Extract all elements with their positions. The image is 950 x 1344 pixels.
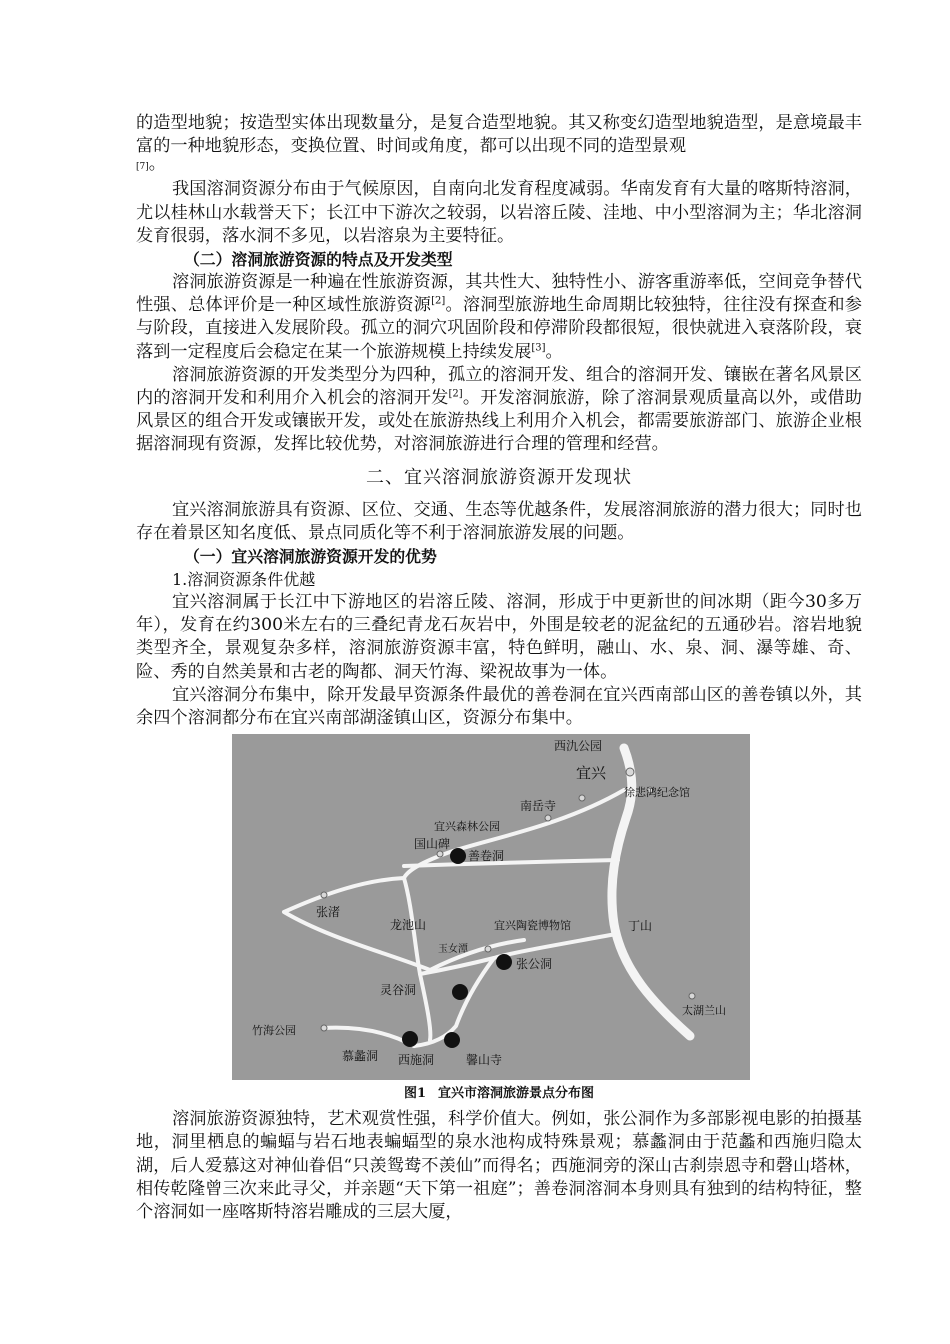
paragraph-1: 的造型地貌；按造型实体出现数量分，是复合造型地貌。其又称变幻造型地貌造型，是意境最丰富的一种地貌形态，变换位置、时间或角度，都可以出现不同的造型景观 [136,113,862,157]
yunvtan-point [485,946,491,952]
paragraph-7: 宜兴溶洞分布集中，除开发最早资源条件最优的善卷洞在宜兴西南部山区的善卷镇以外，其余四个溶洞都分布在宜兴南部湖滏镇山区，资源分布集中。 [136,684,862,729]
section-heading: 二、宜兴溶洞旅游资源开发现状 [366,466,632,488]
paragraph-8: 溶洞旅游资源独特，艺术观赏性强，科学价值大。例如，张公洞作为多部影视电影的拍摄基地，洞里栖息的蝙蝠与岩石地表蝙蝠型的泉水池构成特殊景观；慕蠡洞由于范蠡和西施归隐太湖，后人爱慕这对神仙眷侣“只羡鸳鸯不羡仙”而得名；西施洞旁的深山古刹崇恩寺和磬山塔林，相传乾隆曾三次来此寻父，并亲题“天下第一祖庭”；善卷洞溶洞本身则具有独到的结构特征，整个溶洞如一座喀斯特溶岩雕成的三层大厦， [136,1109,862,1223]
forest-park-point [545,815,551,821]
paragraph-6: 宜兴溶洞属于长江中下游地区的岩溶丘陵、溶洞，形成于中更新世的间冰期（距今30多万年），发育在约300米左右的三叠纪青龙石灰岩中，外围是较老的泥盆纪的五通砂岩。溶岩地貌类型齐全，景观复杂多样，溶洞旅游资源丰富，特色鲜明，融山、水、泉、洞、瀑等雄、奇、险、秀的自然美景和古老的陶都、洞天竹海、梁祝故事为一体。 [136,592,862,682]
paragraph-4: 溶洞旅游资源的开发类型分为四种，孤立的溶洞开发、组合的溶洞开发、镶嵌在著名风景区内的溶洞开发和利用介入机会的溶洞开发[2]。开发溶洞旅游，除了溶洞景观质量高以外，或借助风景区的组合开发或镶嵌开发，或处在旅游热线上利用介入机会，都需要旅游部门、旅游企业根据溶洞现有资源，发挥比较优势，对溶洞旅游进行合理的管理和经营。 [136,364,862,455]
label-yunvtan: 玉女潭 [438,944,468,956]
label-forest: 宜兴森林公园 [434,820,500,834]
label-shanjuan: 善卷洞 [468,849,505,864]
subheading-resource-conditions: 1.溶洞资源条件优越 [172,570,316,590]
paragraph-2: 我国溶洞资源分布由于气候原因，自南向北发育程度减弱。华南发育有大量的喀斯特溶洞，尤以桂林山水载誉天下；长江中下游次之较弱，以岩溶丘陵、洼地、中小型溶洞为主；华北溶洞发育很弱，落水洞不多见，以岩溶泉为主要特征。 [136,179,862,246]
label-yixing: 宜兴 [576,764,607,783]
zhangzhu-point [321,892,327,898]
label-zhuhai: 竹海公园 [252,1024,296,1038]
label-muli: 慕蠡洞 [342,1049,379,1064]
yixing-point [626,768,634,776]
label-xubeihong: 徐悲鸿纪念馆 [624,786,690,800]
guoshan-point [437,851,443,857]
label-dingshan: 丁山 [628,919,653,934]
label-longchi: 龙池山 [390,918,427,933]
label-xishi: 西施洞 [398,1053,435,1068]
label-guoshan: 国山碑 [414,837,451,852]
nanyue-point [579,795,585,801]
shanjuan-cave-marker [450,848,466,864]
label-taihu: 太湖兰山 [682,1004,726,1018]
citation-ref: [2] [448,388,463,400]
muli-cave-marker [402,1031,418,1047]
label-nanyue: 南岳寺 [520,799,557,814]
label-zhanggong: 张公洞 [516,957,553,972]
paragraph-5: 宜兴溶洞旅游具有资源、区位、交通、生态等优越条件，发展溶洞旅游的潜力很大；同时也存在着景区知名度低、景点同质化等不利于溶洞旅游发展的问题。 [136,499,862,543]
citation-ref: [2] [431,295,446,307]
label-linggu: 灵谷洞 [380,983,417,998]
label-museum: 宜兴陶瓷博物馆 [494,919,571,933]
subheading-advantages: （一）宜兴溶洞旅游资源开发的优势 [184,547,437,567]
map-figure [232,734,750,1080]
figure-caption: 图1 宜兴市溶洞旅游景点分布图 [403,1086,595,1102]
zhuhai-point [321,1025,327,1031]
linggu-cave-marker [452,984,468,1000]
citation-ref: [3] [531,341,546,353]
subheading-characteristics: （二）溶洞旅游资源的特点及开发类型 [184,250,453,270]
zhanggong-cave-marker [496,954,512,970]
taihu-point [689,993,695,999]
paragraph-3: 溶洞旅游资源是一种遍在性旅游资源，其共性大、独特性小、游客重游率低，空间竞争替代性强、总体评价是一种区域性旅游资源[2]。溶洞型旅游地生命周期比较独特，往往没有探查和参与阶段，直接进入发展阶段。孤立的洞穴巩固阶段和停滞阶段都很短，很快就进入衰落阶段，衰落到一定程度后会稳定在某一个旅游规模上持续发展[3]。 [136,272,862,362]
karst-cave-map [232,734,750,1080]
document-page [136,112,862,1224]
label-zhangzhu: 张渚 [316,905,341,920]
label-qingshan: 馨山寺 [466,1053,503,1068]
paragraph-1-ref: [7]。 [136,154,166,175]
label-xijiu: 西氿公园 [554,739,603,754]
xishi-cave-marker [444,1032,460,1048]
